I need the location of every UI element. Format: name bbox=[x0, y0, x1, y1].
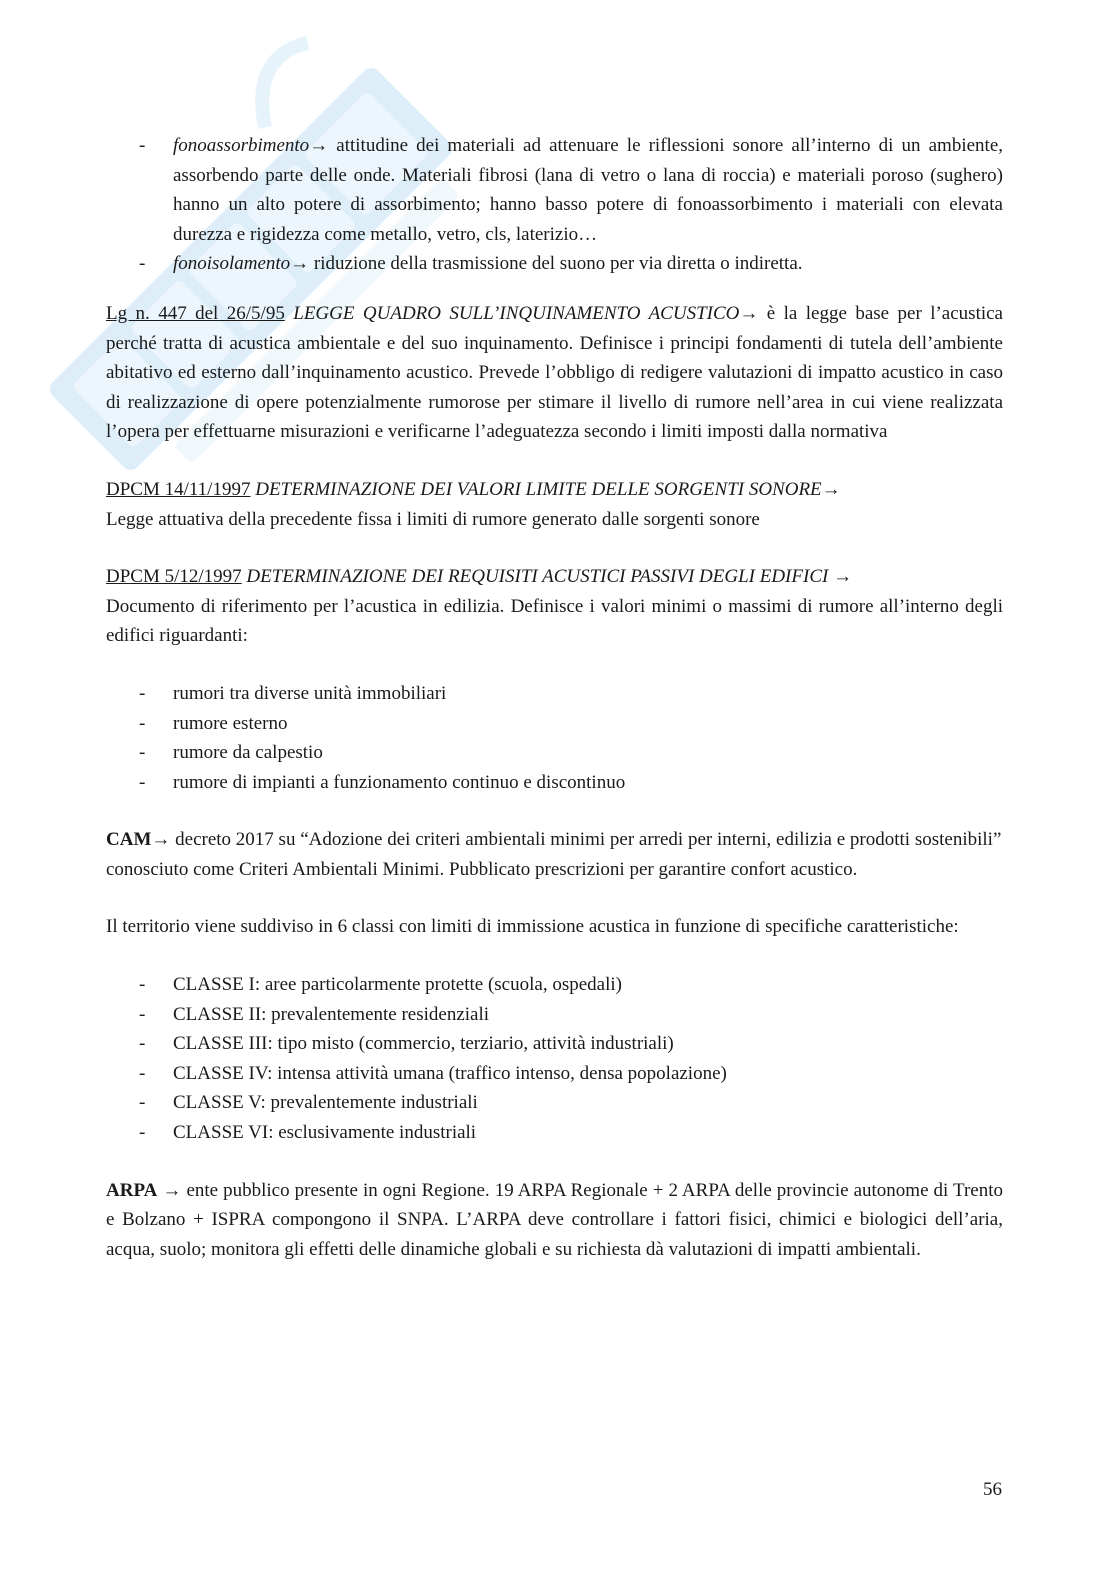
page-content bbox=[106, 131, 1003, 1264]
arrow: → bbox=[151, 829, 171, 851]
list-dash: - bbox=[139, 135, 146, 156]
definitions-list bbox=[106, 131, 1003, 279]
law-text: è la legge base per l’acustica perché tratta di acustica ambientale e del suo inquinamento. Definisce i principi fondamenti di tutela dell’ambiente abitativo ed esterno dall’inquinamento acustico. Prevede l’obbligo di redigere valutazioni di impatto acustico in caso di realizzazione di opere potenzialmente rumorose per stimare il livello di rumore nell’area in cui viene realizzata l’opera per effettuarne misurazioni e verificarne l’adeguatezza secondo i limiti imposti dalla normativa bbox=[106, 302, 1003, 443]
page-number: 56 bbox=[983, 1479, 1002, 1500]
law-title: DETERMINAZIONE DEI REQUISITI ACUSTICI PASSIVI DEGLI EDIFICI bbox=[241, 566, 834, 588]
list-dash: - bbox=[139, 1033, 146, 1055]
list-item-text: rumore da calpestio bbox=[173, 742, 323, 764]
list-item bbox=[106, 249, 1003, 279]
law-reference: Lg n. 447 del 26/5/95 bbox=[106, 302, 285, 324]
list-item bbox=[106, 709, 1003, 739]
noise-types-list bbox=[106, 679, 1003, 797]
arpa-paragraph bbox=[106, 1176, 1003, 1265]
cam-label: CAM bbox=[106, 829, 152, 851]
arrow: → bbox=[821, 478, 841, 500]
list-item bbox=[106, 768, 1003, 798]
class-item-text: CLASSE II: prevalentemente residenziali bbox=[173, 1003, 490, 1025]
law-text: Documento di riferimento per l’acustica in edilizia. Definisce i valori minimi o massimi di rumore all’interno degli edifici riguardanti: bbox=[106, 595, 1003, 647]
list-item-text: rumore di impianti a funzionamento continuo e discontinuo bbox=[173, 771, 626, 793]
list-item bbox=[106, 1088, 1003, 1118]
list-item bbox=[106, 1118, 1003, 1148]
list-item-text: rumori tra diverse unità immobiliari bbox=[173, 682, 447, 704]
list-dash: - bbox=[139, 1062, 146, 1084]
list-item bbox=[106, 738, 1003, 768]
list-dash: - bbox=[139, 1003, 146, 1025]
law-text: Legge attuativa della precedente fissa i limiti di rumore generato dalle sorgenti sonore bbox=[106, 508, 760, 530]
arrow: → bbox=[290, 253, 310, 275]
list-dash: - bbox=[139, 712, 146, 734]
list-item bbox=[106, 1029, 1003, 1059]
arrow: → bbox=[157, 1179, 187, 1201]
law-title: DETERMINAZIONE DEI VALORI LIMITE DELLE SORGENTI SONORE bbox=[250, 478, 822, 500]
list-item-text: rumore esterno bbox=[173, 712, 288, 734]
law-reference: DPCM 14/11/1997 bbox=[106, 478, 251, 500]
arpa-text: ente pubblico presente in ogni Regione. 19 ARPA Regionale + 2 ARPA delle provincie autonome di Trento e Bolzano + ISPRA compongono il SNPA. L’ARPA deve controllare i fattori fisici, chimici e biologici dell’aria, acqua, suolo; monitora gli effetti delle dinamiche globali e su richiesta dà valutazioni di impatti ambientali. bbox=[106, 1179, 1004, 1260]
arrow: → bbox=[309, 135, 329, 156]
class-item-text: CLASSE V: prevalentemente industriali bbox=[173, 1092, 478, 1114]
list-item bbox=[106, 970, 1003, 1000]
law-paragraph bbox=[106, 475, 1003, 534]
law-paragraph bbox=[106, 299, 1003, 447]
territory-paragraph: Il territorio viene suddiviso in 6 classi con limiti di immissione acustica in funzione di specifiche caratteristiche: bbox=[106, 916, 959, 938]
arrow: → bbox=[739, 302, 759, 324]
definition-text: attitudine dei materiali ad attenuare le riflessioni sonore all’interno di un ambiente, assorbendo parte delle onde. Materiali fibrosi (lana di vetro o lana di roccia) e materiali poroso (sughero) hanno un alto potere di assorbimento; hanno basso potere di fonoassorbimento i materiali con elevata durezza e rigidezza come metallo, vetro, cls, laterizio… bbox=[173, 135, 1003, 245]
class-item-text: CLASSE VI: esclusivamente industriali bbox=[173, 1122, 477, 1144]
law-title: LEGGE QUADRO SULL’INQUINAMENTO ACUSTICO bbox=[284, 302, 740, 324]
definition-text: riduzione della trasmissione del suono per via diretta o indiretta. bbox=[309, 253, 803, 275]
list-dash: - bbox=[139, 742, 146, 764]
term: fonoisolamento bbox=[173, 253, 291, 275]
arrow: → bbox=[833, 566, 853, 588]
law-paragraph bbox=[106, 562, 1003, 651]
class-item-text: CLASSE IV: intensa attività umana (traffico intenso, densa popolazione) bbox=[173, 1062, 727, 1084]
list-dash: - bbox=[139, 253, 146, 275]
list-item bbox=[106, 679, 1003, 709]
list-dash: - bbox=[139, 682, 146, 704]
cam-paragraph bbox=[106, 825, 1003, 884]
list-item bbox=[106, 1000, 1003, 1030]
term: fonoassorbimento bbox=[173, 135, 310, 156]
list-dash: - bbox=[139, 771, 146, 793]
list-dash: - bbox=[139, 1122, 146, 1144]
class-item-text: CLASSE I: aree particolarmente protette (scuola, ospedali) bbox=[173, 974, 622, 996]
law-reference: DPCM 5/12/1997 bbox=[106, 566, 242, 588]
list-item bbox=[106, 131, 1003, 249]
list-item bbox=[106, 1059, 1003, 1089]
list-dash: - bbox=[139, 1092, 146, 1114]
cam-text: decreto 2017 su “Adozione dei criteri ambientali minimi per arredi per interni, edilizia e prodotti sostenibili” conosciuto come Criteri Ambientali Minimi. Pubblicato prescrizioni per garantire confort acustico. bbox=[106, 829, 1002, 880]
classes-list bbox=[106, 970, 1003, 1148]
list-dash: - bbox=[139, 974, 146, 996]
arpa-label: ARPA bbox=[106, 1179, 158, 1201]
class-item-text: CLASSE III: tipo misto (commercio, terziario, attività industriali) bbox=[173, 1033, 674, 1055]
